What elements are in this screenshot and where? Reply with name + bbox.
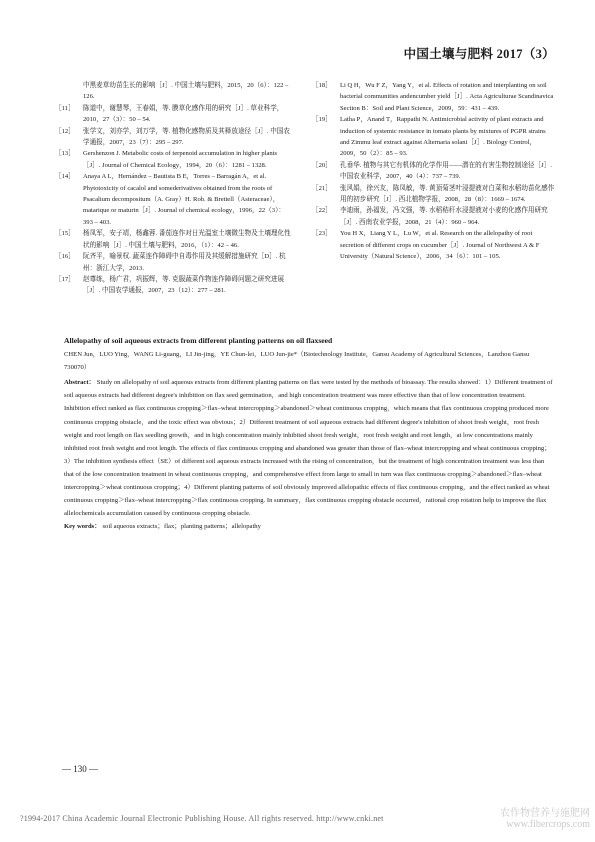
keywords-line bbox=[64, 520, 553, 533]
reference-number: ［15］ bbox=[55, 230, 75, 238]
reference-text: Latha P，Anand T，Rappathi N. Antimicrobial activity of plant extracts and induction of systemic resistance in tomato plants by mixtures of PGPR strains and Zimmu leaf extract against Alternaria solani［J］. Biology Control，2009，50（2）：85 – 93. bbox=[340, 116, 546, 158]
reference-number: ［21］ bbox=[312, 184, 332, 192]
reference-item bbox=[55, 103, 292, 126]
reference-number: ［17］ bbox=[55, 275, 75, 283]
references-left-column bbox=[55, 80, 292, 297]
reference-text: Anaya A L，Hernández – Bautista B E，Torres – Barragán A，et al. Phytotoxicity of cacalol and somederivatives obtained from the roots of Psacalium decompositum（A. Gray）H. Rob. & Brettell（Asteraceae），matarique or maturin［J］. Journal of chemical ecology，1996，22（3）：393 – 403. bbox=[83, 173, 285, 226]
reference-text: 张学文，刘亦学，刘万学，等. 植物化感物质及其释放途径［J］. 中国农学通报，2007，23（7）：295 – 297. bbox=[83, 127, 290, 147]
reference-number: ［13］ bbox=[55, 150, 75, 158]
reference-item bbox=[55, 80, 292, 103]
reference-number: ［18］ bbox=[312, 82, 332, 89]
reference-text: 陈道中，谢慧琴，王春娟，等. 膜草化感作用的研究［J］. 草业科学，2010，27（3）：50 – 54. bbox=[83, 104, 284, 124]
reference-item bbox=[312, 205, 555, 228]
abstract-body: Study on allelopathy of soil aqueous extracts from different planting patterns on flax were tested by the methods of bioassay. The results showed：1）Different treatment of soil aqueous extracts had different degree's inhibition on flax seed germination，and high concentration treatment was more effective than that of low concentration treatment. Inhibition effect ranked as flax continuous cropping＞flax–wheat intercropping＞abandoned＞wheat continuous cropping，which means that flax continuous cropping produced more continuous cropping obstacle，and the toxic effect was obvious；2）Different treatment of soil aqueous extracts had different degree's inhibition of shoot fresh weight，root fresh weight and root length on flax seedling growth，and in high concentration mainly inhibited shoot fresh weight，root fresh weight and root length，at low concentrations mainly inhibited root fresh weight and root length. The effects of flax continuous cropping and abandoned was greater than those of flax–wheat intercropping and wheat continuous cropping；3）The inhibition synthesis effect（SE）of different soil aqueous extracts increased with the rising of concentration，but the treatment of high concentration treatment was less than that of the low concentration treatment in wheat continuous cropping，and comprehensive effect from large to small in turn was flax continuous cropping＞abandoned＞flax–wheat intercropping＞wheat continuous cropping；4）Different planting patterns of soil obviously improved allelopathic effects of flax continuous cropping，and the effect ranked as wheat continuous cropping＞flax–wheat intercropping＞flax continuous cropping. In summary，flax continuous cropping obstacle occurred，rational crop rotation help to improve the flax allelochemicals accumulation caused by continuous cropping obstacle. bbox=[64, 379, 553, 518]
reference-item bbox=[312, 183, 555, 206]
reference-item bbox=[312, 114, 555, 160]
reference-number: ［20］ bbox=[312, 161, 332, 169]
reference-item bbox=[312, 228, 555, 262]
reference-item bbox=[55, 171, 292, 228]
abstract-authors: CHEN Jun，LUO Ying，WANG Li-guang，LI Jin-jing，YE Chun-lei，LUO Jun-jie*（Biotechnology Institute，Gansu Academy of Agricultural Sciences，Lanzhou Gansu 730070） bbox=[64, 351, 530, 372]
keywords-label: Key words： bbox=[64, 523, 101, 531]
reference-number: ［22］ bbox=[312, 207, 332, 215]
reference-number: ［12］ bbox=[55, 127, 75, 135]
reference-number: ［14］ bbox=[55, 173, 75, 181]
reference-text: 李迪雨，孙福发，冯文强，等. 水稻秸秆水浸提液对小麦的化感作用研究［J］. 西南农业学报，2008，21（4）：960 – 964. bbox=[340, 207, 548, 226]
reference-item bbox=[55, 148, 292, 171]
reference-text: 孔垂华. 植物与其它有机体的化学作用——潜在的有害生物控制途径［J］. 中国农业科学，2007，40（4）：737 – 739. bbox=[340, 161, 552, 181]
reference-item bbox=[55, 126, 292, 149]
english-abstract bbox=[64, 334, 553, 533]
reference-item bbox=[55, 228, 292, 251]
reference-text: 阮齐平，喻景权. 蔬菜连作障碍中自毒作用及其缓解措施研究［D］. 杭州：浙江大学，2013. bbox=[83, 253, 286, 272]
reference-number: ［23］ bbox=[312, 230, 332, 238]
page-number: — 130 — bbox=[62, 764, 98, 774]
reference-item bbox=[312, 80, 555, 114]
copyright-footer: ?1994-2017 China Academic Journal Electronic Publishing House. All rights reserved. http://www.cnki.net bbox=[20, 814, 384, 823]
reference-text: Li Q H，Wu F Z，Yang Y，et al. Effects of rotation and interplanting on soil bacterial communities andencumber yield［J］. Acta Agriculturae Scandinavica Section B：Soil and Plant Science，2009，59：431 – 439. bbox=[340, 82, 554, 112]
reference-number: ［16］ bbox=[55, 253, 75, 261]
reference-text: 杨凤军，安子靖，杨鑫蓉. 番茄连作对日光温室土壤微生物及土壤理化性状的影响［J］. 中国土壤与肥料，2016，（1）：42 – 46. bbox=[83, 230, 291, 249]
reference-item bbox=[55, 274, 292, 297]
reference-text: 张风娟，徐兴友，陈凤敏，等. 黄顶菊茎叶浸提液对白菜和水稻幼苗化感作用的初步研究［J］. 西北植物学报，2008，28（8）：1669 – 1674. bbox=[340, 184, 555, 204]
reference-text: 赵尊练，杨广君，巩振辉，等. 克服蔬菜作物连作障碍问题之研究进展［J］. 中国农学通报，2007，23（12）：277 – 281. bbox=[83, 275, 285, 295]
abstract-label: Abstract： bbox=[64, 379, 96, 387]
reference-text: You H X，Liang Y L，Lu W，et al. Research on the allelopathy of root secretion of different crops on cucumber［J］. Journal of Northwest A & F University（Natural Science），2006，34（6）：101 – 105. bbox=[340, 230, 540, 261]
reference-item bbox=[55, 251, 292, 274]
abstract-title: Allelopathy of soil aqueous extracts from different planting patterns on oil flaxseed bbox=[64, 336, 333, 345]
reference-number: ［19］ bbox=[312, 116, 332, 124]
reference-item bbox=[312, 160, 555, 183]
keywords-text: soil aqueous extracts；flax；planting patterns；allelopathy bbox=[102, 523, 261, 531]
reference-text: Gershenzon J. Metabolic costs of terpenoid accumulation in higher plants［J］. Journal of Chemical Ecology，1994，20（6）：1281 – 1328. bbox=[83, 150, 278, 169]
site-watermark: 农作物营养与施肥网 www.fibercrops.com bbox=[500, 808, 590, 830]
references-right-column bbox=[312, 80, 555, 263]
abstract-paragraph bbox=[64, 376, 553, 520]
journal-header: 中国土壤与肥料 2017（3） bbox=[403, 47, 555, 61]
reference-text: 中黑麦草幼苗生长的影响［J］. 中国土壤与肥料，2015，20（6）：122 – 126. bbox=[83, 82, 289, 101]
reference-number: ［11］ bbox=[55, 104, 75, 112]
